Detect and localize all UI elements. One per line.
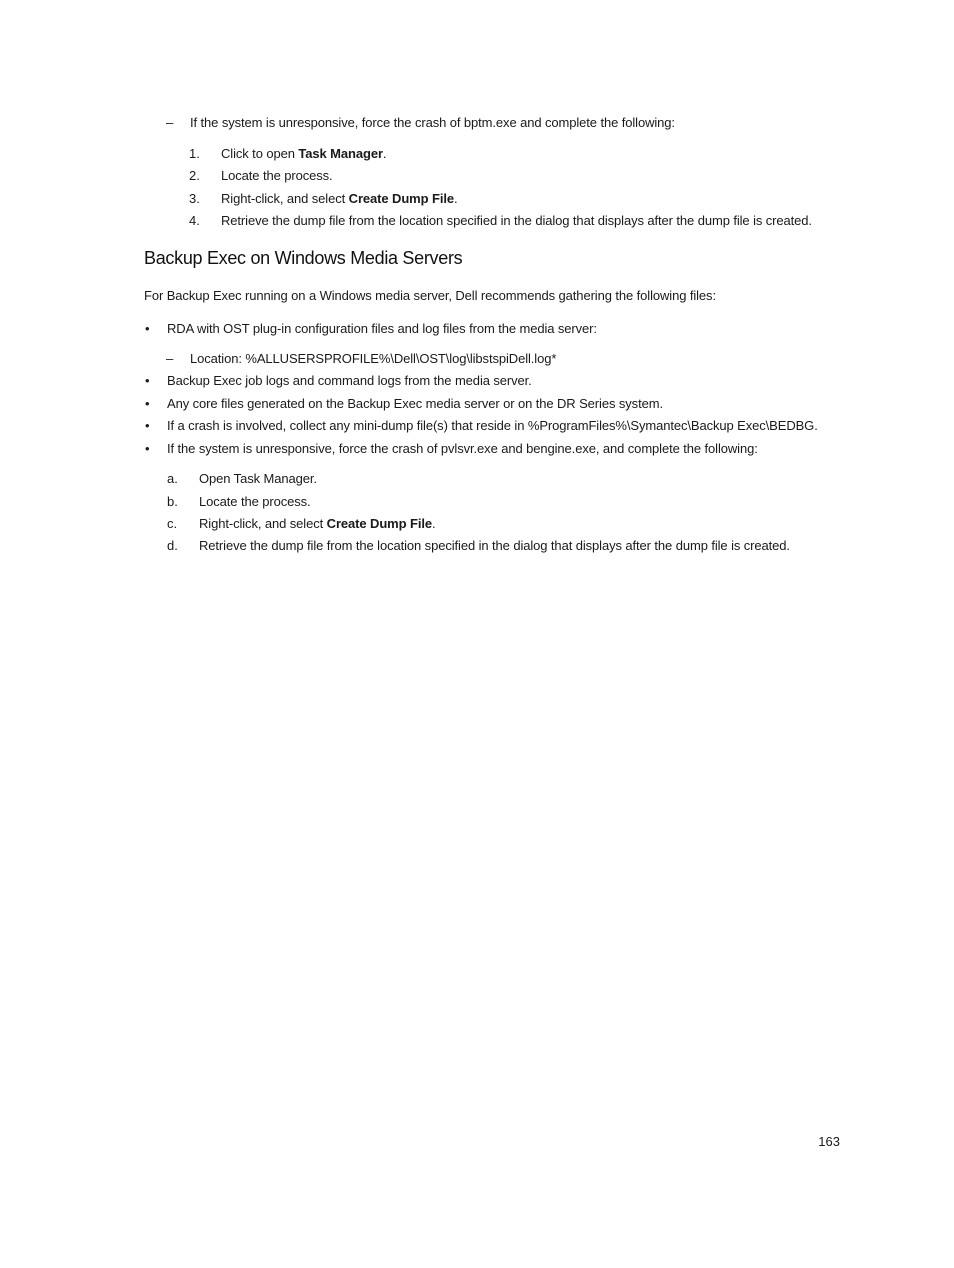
step-text-suffix: . bbox=[382, 146, 387, 161]
step-number: 1. bbox=[189, 146, 200, 161]
step-text bbox=[199, 538, 790, 554]
step-text bbox=[199, 516, 436, 532]
step-text-plain: Locate the process. bbox=[221, 168, 333, 183]
step-text bbox=[199, 471, 317, 487]
bullet-marker: • bbox=[145, 418, 150, 433]
bullet-marker: • bbox=[145, 321, 150, 336]
dash-marker: – bbox=[166, 351, 174, 366]
step-text-plain: Locate the process. bbox=[199, 494, 311, 509]
step-text bbox=[221, 168, 333, 184]
bullet-marker: • bbox=[145, 373, 150, 388]
step-text-plain: Retrieve the dump file from the location specified in the dialog that displays after the dump file is created. bbox=[221, 213, 812, 228]
bullet-text: If a crash is involved, collect any mini-dump file(s) that reside in %ProgramFiles%\Symantec\Backup Exec\BEDBG. bbox=[167, 418, 818, 433]
bullet-marker: • bbox=[145, 396, 150, 411]
step-text-plain: Right-click, and select bbox=[221, 191, 349, 206]
step-letter: c. bbox=[167, 516, 178, 531]
bullet-text: If the system is unresponsive, force the crash of pvlsvr.exe and bengine.exe, and complete the following: bbox=[167, 441, 758, 456]
intro-dash-text: If the system is unresponsive, force the crash of bptm.exe and complete the following: bbox=[190, 115, 675, 130]
bullet-text: Any core files generated on the Backup Exec media server or on the DR Series system. bbox=[167, 396, 663, 411]
dash-marker: – bbox=[166, 115, 174, 130]
step-text-plain: Retrieve the dump file from the location specified in the dialog that displays after the dump file is created. bbox=[199, 538, 790, 553]
section-intro-paragraph: For Backup Exec running on a Windows media server, Dell recommends gathering the following files: bbox=[144, 288, 716, 303]
step-text-bold: Create Dump File bbox=[326, 516, 432, 531]
bullet-text: Backup Exec job logs and command logs from the media server. bbox=[167, 373, 532, 388]
location-path-text: Location: %ALLUSERSPROFILE%\Dell\OST\log\libstspiDell.log* bbox=[190, 351, 557, 366]
step-text-plain: Click to open bbox=[221, 146, 299, 161]
bullet-marker: • bbox=[145, 441, 150, 456]
step-text bbox=[199, 494, 311, 510]
page-number: 163 bbox=[818, 1134, 840, 1149]
step-letter: a. bbox=[167, 471, 178, 486]
step-text-suffix: . bbox=[453, 191, 458, 206]
step-number: 3. bbox=[189, 191, 200, 206]
section-heading: Backup Exec on Windows Media Servers bbox=[144, 248, 463, 268]
step-text bbox=[221, 146, 386, 162]
step-letter: b. bbox=[167, 494, 178, 509]
step-text-bold: Task Manager bbox=[298, 146, 383, 161]
step-number: 2. bbox=[189, 168, 200, 183]
step-letter: d. bbox=[167, 538, 178, 553]
step-text-bold: Create Dump File bbox=[348, 191, 454, 206]
step-text-suffix: . bbox=[431, 516, 436, 531]
step-text bbox=[221, 191, 458, 207]
step-text bbox=[221, 213, 812, 229]
bullet-text: RDA with OST plug-in configuration files and log files from the media server: bbox=[167, 321, 597, 336]
step-text-plain: Open Task Manager. bbox=[199, 471, 317, 486]
step-text-plain: Right-click, and select bbox=[199, 516, 327, 531]
step-number: 4. bbox=[189, 213, 200, 228]
